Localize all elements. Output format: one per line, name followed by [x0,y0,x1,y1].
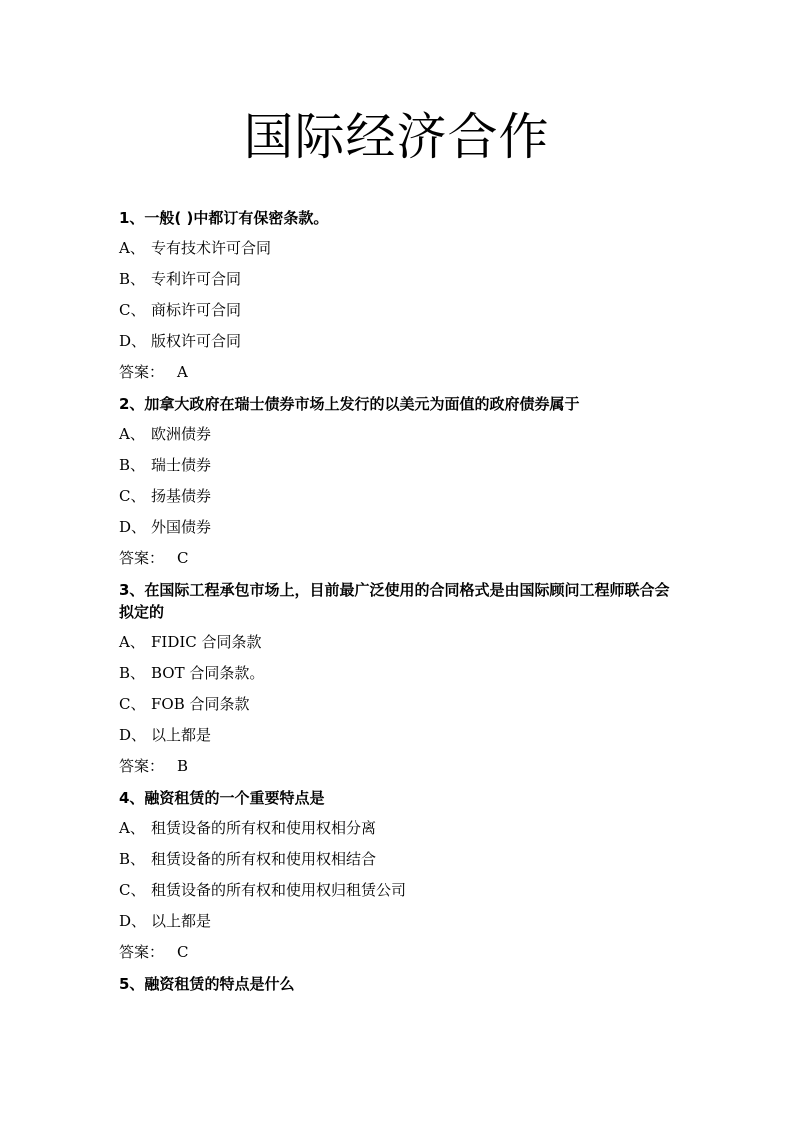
option-text: 商标许可合同 [151,301,242,319]
answer-value: A [177,363,188,381]
option-letter: D、 [119,912,147,930]
question-2 [119,392,679,569]
answer-label: 答案： [119,363,165,381]
option-letter: D、 [119,332,147,350]
question-text: 5、融资租赁的特点是什么 [119,975,295,993]
option-c [119,485,679,507]
option-d [119,724,679,746]
question-text: 4、融资租赁的一个重要特点是 [119,789,325,807]
option-letter: A、 [119,425,145,443]
option-d [119,516,679,538]
option-a [119,423,679,445]
option-text: 以上都是 [151,726,212,744]
question-3 [119,578,679,777]
option-c [119,299,679,321]
option-b [119,454,679,476]
option-letter: D、 [119,726,147,744]
option-text: 欧洲债券 [151,425,212,443]
answer-label: 答案： [119,943,165,961]
answer-line [119,755,679,777]
option-letter: C、 [119,487,146,505]
question-text: 2、加拿大政府在瑞士债券市场上发行的以美元为面值的政府债券属于 [119,395,580,413]
document-title: 国际经济合作 [243,108,550,166]
option-text: FIDIC 合同条款 [151,633,262,651]
question-text: 1、一般( )中都订有保密条款。 [119,209,329,227]
option-letter: B、 [119,456,146,474]
option-text: 租赁设备的所有权和使用权相分离 [151,819,377,837]
option-letter: A、 [119,633,145,651]
option-c [119,879,679,901]
question-text: 3、在国际工程承包市场上，目前最广泛使用的合同格式是由国际顾问工程师联合会拟定的 [119,581,670,621]
option-text: 扬基债券 [151,487,212,505]
option-letter: C、 [119,301,146,319]
option-d [119,910,679,932]
answer-value: C [177,943,189,961]
option-text: FOB 合同条款 [151,695,250,713]
question-4 [119,786,679,963]
option-text: 专有技术许可合同 [151,239,272,257]
option-b [119,662,679,684]
question-5 [119,972,679,1003]
option-text: 租赁设备的所有权和使用权归租赁公司 [151,881,407,899]
option-text: 以上都是 [151,912,212,930]
option-letter: C、 [119,881,146,899]
option-text: 租赁设备的所有权和使用权相结合 [151,850,377,868]
option-b [119,848,679,870]
option-letter: B、 [119,664,146,682]
option-letter: C、 [119,695,146,713]
option-c [119,693,679,715]
option-letter: D、 [119,518,147,536]
answer-value: B [177,757,189,775]
option-text: 外国债券 [151,518,212,536]
question-1 [119,206,679,383]
option-a [119,237,679,259]
answer-line [119,547,679,569]
question-list [119,206,679,1003]
answer-value: C [177,549,189,567]
option-letter: A、 [119,239,145,257]
option-letter: B、 [119,850,146,868]
option-a [119,631,679,653]
option-text: 瑞士债券 [151,456,212,474]
option-text: BOT 合同条款。 [151,664,265,682]
option-b [119,268,679,290]
option-d [119,330,679,352]
option-text: 专利许可合同 [151,270,242,288]
answer-line [119,941,679,963]
answer-label: 答案： [119,549,165,567]
answer-label: 答案： [119,757,165,775]
option-text: 版权许可合同 [151,332,242,350]
option-letter: B、 [119,270,146,288]
option-a [119,817,679,839]
answer-line [119,361,679,383]
option-letter: A、 [119,819,145,837]
